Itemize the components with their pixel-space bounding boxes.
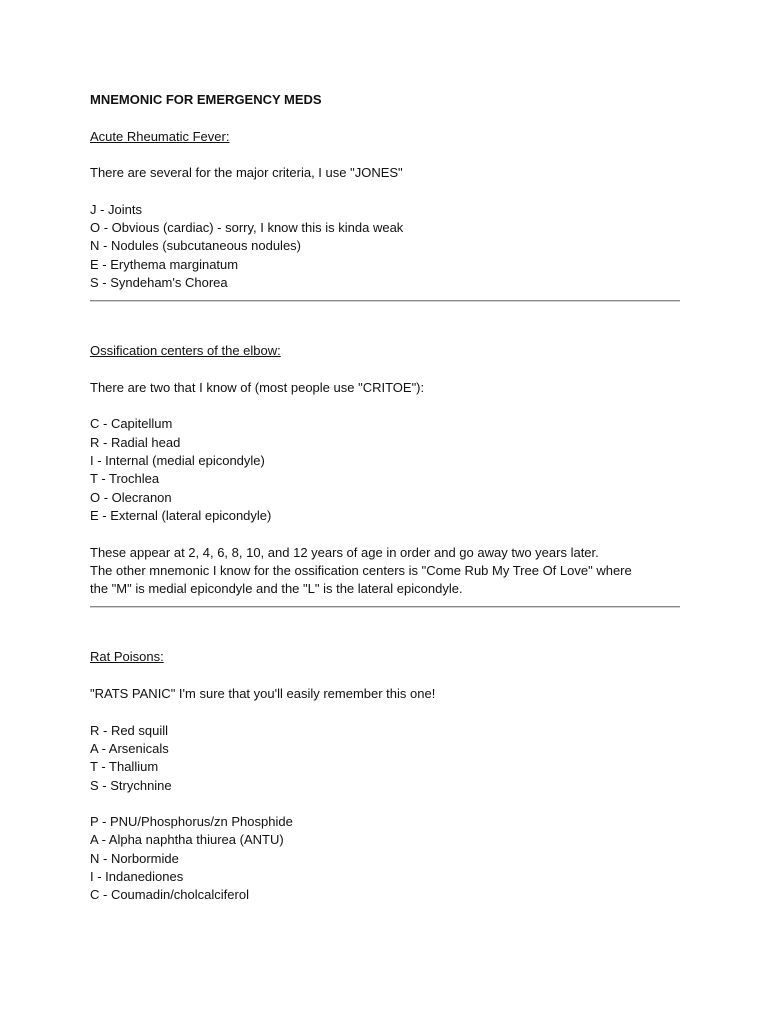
- list-item: T - Trochlea: [90, 471, 160, 487]
- list-item: C - Coumadin/cholcalciferol: [90, 887, 249, 903]
- section-intro: There are two that I know of (most people use "CRITOE"):: [90, 379, 425, 395]
- list-item: O - Olecranon: [90, 489, 172, 505]
- spacer: [90, 361, 680, 379]
- list-item: N - Nodules (subcutaneous nodules): [90, 238, 302, 254]
- list-item: O - Obvious (cardiac) - sorry, I know this is kinda weak: [90, 220, 404, 236]
- list-item: P - PNU/Phosphorus/zn Phosphide: [90, 814, 293, 830]
- spacer: [90, 703, 680, 721]
- list-item: N - Norbormide: [90, 850, 179, 866]
- horizontal-rule: [90, 300, 680, 302]
- list-item: C - Capitellum: [90, 416, 173, 432]
- list-item: E - Erythema marginatum: [90, 256, 239, 272]
- list-item: S - Syndeham's Chorea: [90, 274, 228, 290]
- section-intro: There are several for the major criteria, I use "JONES": [90, 165, 403, 181]
- list-item: E - External (lateral epicondyle): [90, 507, 272, 523]
- section-ossification-centers: [90, 342, 680, 598]
- list-item: J - Joints: [90, 201, 143, 217]
- spacer: [90, 109, 680, 127]
- document-content: [90, 91, 680, 905]
- section-heading: Ossification centers of the elbow:: [90, 343, 281, 359]
- horizontal-rule: [90, 606, 680, 608]
- spacer: [90, 795, 680, 813]
- section-heading: Acute Rheumatic Fever:: [90, 128, 230, 144]
- list-item: R - Red squill: [90, 722, 169, 738]
- section-acute-rheumatic-fever: [90, 128, 680, 293]
- divider: [90, 292, 680, 342]
- spacer: [90, 146, 680, 164]
- spacer: [90, 667, 680, 685]
- divider: [90, 598, 680, 648]
- section-heading: Rat Poisons:: [90, 649, 164, 665]
- spacer: [90, 182, 680, 200]
- list-item: A - Arsenicals: [90, 740, 169, 756]
- spacer: [90, 397, 680, 415]
- note-line: the "M" is medial epicondyle and the "L" is the lateral epicondyle.: [90, 581, 463, 597]
- section-intro: "RATS PANIC" I'm sure that you'll easily remember this one!: [90, 686, 436, 702]
- list-item: R - Radial head: [90, 434, 181, 450]
- note-line: The other mnemonic I know for the ossification centers is "Come Rub My Tree Of Love" where: [90, 562, 632, 578]
- list-item: S - Strychnine: [90, 777, 172, 793]
- document-title: MNEMONIC FOR EMERGENCY MEDS: [90, 92, 322, 107]
- note-line: These appear at 2, 4, 6, 8, 10, and 12 years of age in order and go away two years later.: [90, 544, 599, 560]
- list-item: T - Thallium: [90, 759, 159, 775]
- list-item: I - Internal (medial epicondyle): [90, 453, 265, 469]
- section-rat-poisons: [90, 648, 680, 904]
- list-item: A - Alpha naphtha thiurea (ANTU): [90, 832, 284, 848]
- list-item: I - Indanediones: [90, 868, 184, 884]
- spacer: [90, 525, 680, 543]
